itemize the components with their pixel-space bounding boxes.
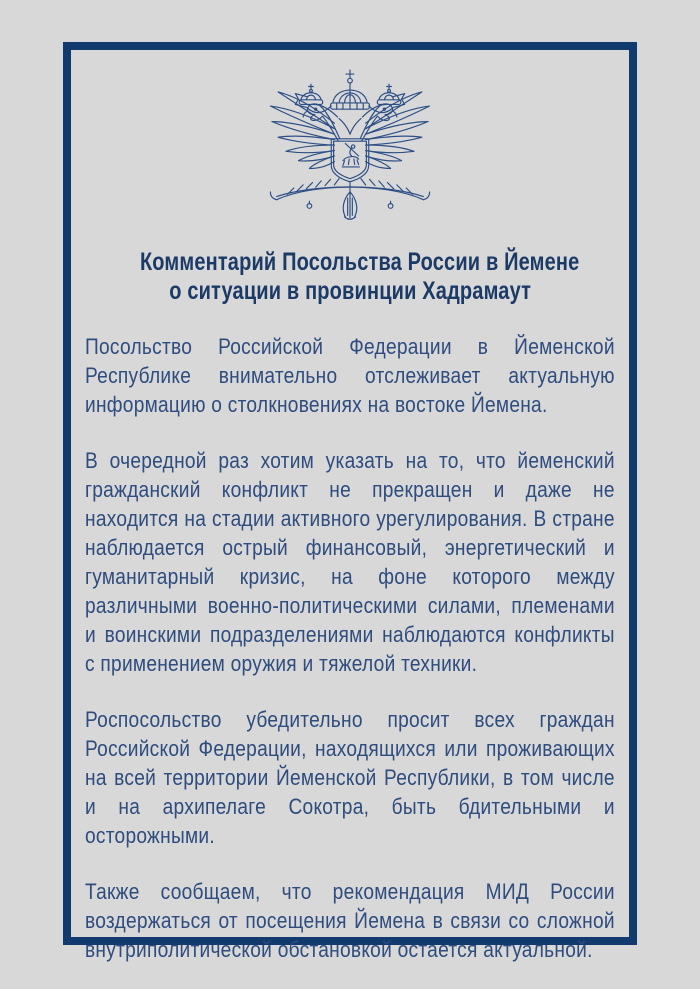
paragraph-3: Роспосольство убедительно просит всех граждан Российской Федерации, находящихся или проживающих на всей территории Йеменской Республики, в том числе и на архипелаге Сокотра, быть бдительными и осторожными. [85, 707, 615, 848]
page-title [85, 248, 615, 306]
body-text [85, 332, 615, 964]
content-area [85, 50, 615, 964]
title-line-1: Комментарий Посольства России в Йемене [139, 248, 580, 276]
paragraph-1: Посольство Российской Федерации в Йеменской Республике внимательно отслеживает актуальную информацию о столкновениях на востоке Йемена. [85, 334, 615, 417]
paragraph-2: В очередной раз хотим указать на то, что йеменский гражданский конфликт не прекращен и даже не находится на стадии активного урегулирования. В стране наблюдается острый финансовый, энергетический и гуманитарный кризис, на фоне которого между различными военно-политическими силами, племенами и воинскими подразделениями наблюдаются конфликты с применением оружия и тяжелой техники. [85, 448, 615, 676]
title-line-2: о ситуации в провинции Хадрамаут [169, 277, 531, 305]
paragraph-4: Также сообщаем, что рекомендация МИД России воздержаться от посещения Йемена в связи со сложной внутриполитической обстановкой остается актуальной. [85, 879, 615, 962]
emblem-container [85, 67, 615, 223]
border-frame [63, 42, 637, 962]
mfa-double-headed-eagle-emblem-icon [264, 67, 436, 220]
